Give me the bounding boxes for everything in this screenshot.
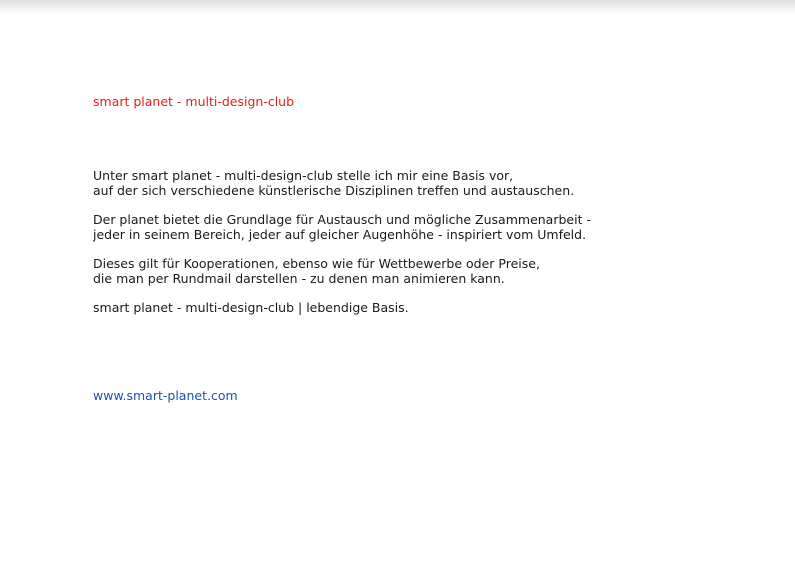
text-line: jeder in seinem Bereich, jeder auf gleicher Augenhöhe - inspiriert vom Umfeld. xyxy=(93,227,587,242)
paragraph xyxy=(93,212,733,242)
text-line: Der planet bietet die Grundlage für Austausch und mögliche Zusammenarbeit - xyxy=(93,212,591,227)
text-line: die man per Rundmail darstellen - zu denen man animieren kann. xyxy=(93,271,505,286)
intro-text xyxy=(93,168,733,315)
top-shadow-bar xyxy=(0,0,795,14)
text-line: smart planet - multi-design-club | lebendige Basis. xyxy=(93,300,409,315)
text-line: Dieses gilt für Kooperationen, ebenso wie für Wettbewerbe oder Preise, xyxy=(93,256,540,271)
text-line: auf der sich verschiedene künstlerische Disziplinen treffen und austauschen. xyxy=(93,183,575,198)
website-link[interactable]: www.smart-planet.com xyxy=(93,388,238,403)
page-title: smart planet - multi-design-club xyxy=(93,94,295,109)
paragraph xyxy=(93,300,733,315)
main-content xyxy=(93,94,733,403)
paragraph xyxy=(93,168,733,198)
paragraph xyxy=(93,256,733,286)
text-line: Unter smart planet - multi-design-club stelle ich mir eine Basis vor, xyxy=(93,168,514,183)
